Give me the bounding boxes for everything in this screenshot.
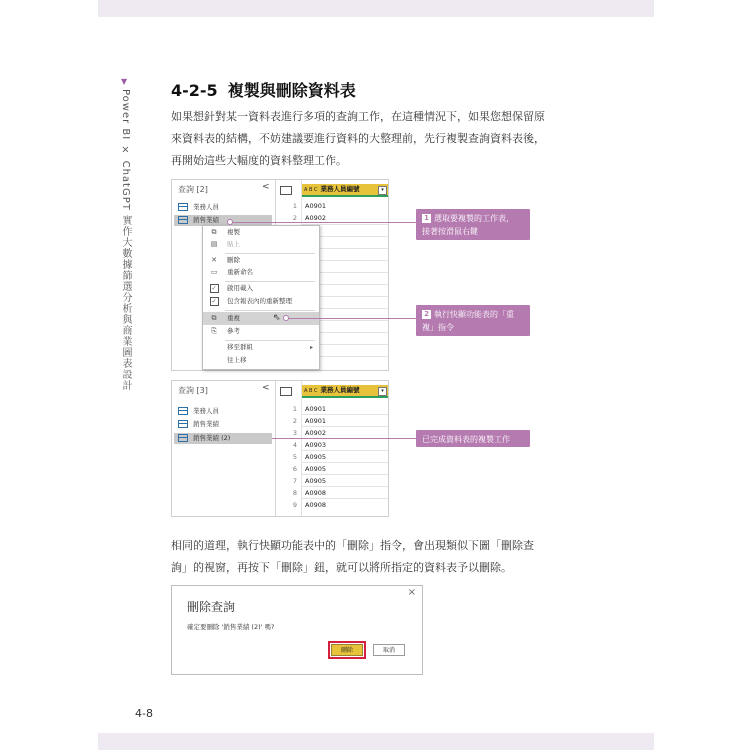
table-row: 8 A0908 [292,489,326,497]
delete-icon: ✕ [211,256,217,264]
callout-line [233,222,416,223]
side-title-text: Power BI × ChatGPT 實作大數據篩選分析與商業圖表設計 [120,89,131,392]
table-row: 1 A0901 [292,202,326,210]
bottom-band [98,733,654,750]
table-row: 2 A0901 [292,417,326,425]
paragraph-line: 如果想針對某一資料表進行多項的查詢工作，在這種情況下，如果您想保留原 [171,110,545,123]
divider [388,180,389,370]
callout-line [272,438,416,439]
collapse-chevron-icon[interactable]: < [262,182,270,192]
delete-query-dialog [171,585,423,675]
column-header[interactable]: A B C 業務人員編號 ▾ [302,385,388,396]
cancel-button[interactable]: 取消 [373,644,405,656]
table-row: 3 A0902 [292,429,326,437]
section-heading [171,78,356,101]
reference-icon: ⎘ [211,327,217,335]
rename-icon: ▭ [210,268,218,276]
mouse-cursor-icon: ⇖ [273,313,281,323]
checkbox-icon: ✓ [211,298,217,305]
query-item-selected[interactable]: 銷售業績 (2) [174,433,272,444]
callout-3: 已完成資料表的複製工作 [416,430,530,447]
menu-item-rename[interactable]: ▭ 重新命名 [203,266,319,279]
table-icon [178,203,188,211]
table-icon [178,434,188,442]
table-icon [178,407,188,415]
column-header[interactable]: A B C 業務人員編號 ▾ [302,184,388,195]
checkbox-icon: ✓ [211,285,217,292]
table-icon [178,420,188,428]
top-band [98,0,654,17]
collapse-chevron-icon[interactable]: < [262,383,270,393]
menu-item-include-refresh[interactable]: ✓ 包含報表內的重新整理 [211,297,292,305]
menu-item-reference[interactable]: ⎘ 參考 [203,325,319,338]
table-row: 5 A0905 [292,453,326,461]
quality-bar [302,396,388,398]
dialog-message: 確定要刪除 '銷售業績 (2)' 嗎? [187,623,275,631]
table-menu-icon[interactable] [280,387,292,396]
divider [388,381,389,516]
paragraph-line: 詢」的視窗，再按下「刪除」鈕，就可以將所指定的資料表予以刪除。 [171,561,512,574]
menu-item-delete[interactable]: ✕ 刪除 [203,254,319,267]
menu-item-enable-load[interactable]: ✓ 啟用載入 [211,284,253,292]
table-row: 1 A0901 [292,405,326,413]
intro-paragraph [171,106,581,172]
close-icon[interactable]: × [407,587,416,598]
delete-button[interactable]: 刪除 [331,644,363,656]
step-badge: 1 [422,214,431,223]
quality-bar [302,195,388,197]
menu-item-copy[interactable]: ⧉ 複製 [203,226,319,239]
dropdown-icon[interactable]: ▾ [378,186,387,195]
duplicate-icon: ⧉ [211,314,217,322]
section-number: 4-2-5 [171,81,218,100]
step-badge: 2 [422,310,431,319]
table-row: 4 A0903 [292,441,326,449]
paste-icon: ▤ [210,240,218,248]
query-item-selected[interactable]: 銷售業績 [174,215,272,226]
paragraph-line: 再開始這些大幅度的資料整理工作。 [171,154,347,167]
menu-item-paste[interactable]: ▤ 貼上 [203,238,319,251]
table-row: 6 A0905 [292,465,326,473]
query-item[interactable]: 業務人員 [174,406,272,417]
dialog-title: 刪除查詢 [187,600,236,614]
submenu-arrow-icon: ▸ [309,344,313,351]
data-grid [277,381,388,516]
query-count-header: 查詢 [3] [178,386,208,395]
callout-2: 2 執行快顯功能表的「重 複」指令 [416,305,530,336]
paragraph-line: 相同的道理，執行快顯功能表中的「刪除」指令，會出現類似下圖「刪除查 [171,539,534,552]
menu-item-move-up[interactable]: 往上移 [227,356,247,364]
dropdown-icon[interactable]: ▾ [378,387,387,396]
section-title: 複製與刪除資料表 [227,81,356,100]
table-row: 7 A0905 [292,477,326,485]
query-count-header: 查詢 [2] [178,185,208,194]
delete-paragraph [171,535,581,579]
callout-line [289,318,416,319]
menu-item-move-to-group[interactable]: 移至群組 ▸ [203,341,319,354]
context-menu [202,225,320,370]
query-panel-2 [171,380,389,517]
table-row: 9 A0908 [292,501,326,509]
menu-item-duplicate[interactable]: ⧉ 重複 ⇖ [203,312,319,325]
copy-icon: ⧉ [211,228,217,236]
query-item[interactable]: 銷售業績 [174,419,272,430]
triangle-icon: ▼ [121,77,128,86]
paragraph-line: 來資料表的結構，不妨建議要進行資料的大整理前，先行複製查詢資料表後， [171,132,545,145]
callout-1: 1 選取要複製的工作表， 接著按滑鼠右鍵 [416,209,530,240]
table-menu-icon[interactable] [280,186,292,195]
table-row: 2 A0902 [292,214,326,222]
query-list [172,381,276,516]
query-item[interactable]: 業務人員 [174,202,272,213]
page-number: 4-8 [135,707,153,720]
table-icon [178,216,188,224]
